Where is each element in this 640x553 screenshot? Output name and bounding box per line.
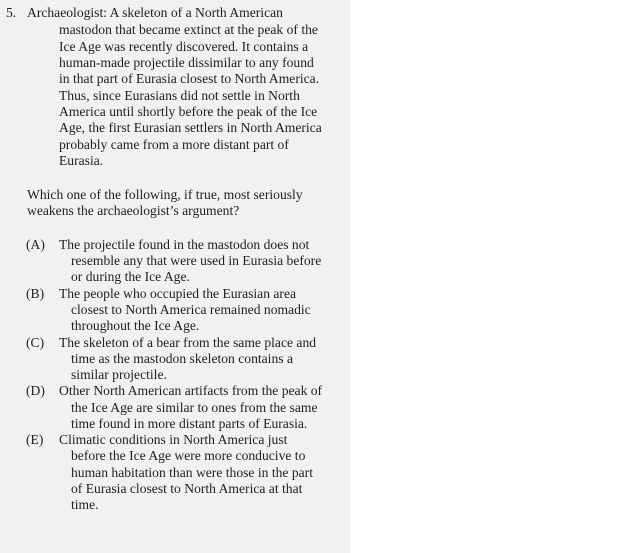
option-a-text: resemble any that were used in Eurasia before — [71, 253, 322, 268]
option-e-text: Climatic conditions in North America just — [59, 432, 288, 447]
option-c-label: (C) — [26, 335, 45, 350]
stem-line: in that part of Eurasia closest to North America. — [59, 71, 320, 86]
stem-line: Eurasia. — [59, 153, 104, 168]
option-c-text: similar projectile. — [71, 367, 167, 382]
stem-line: Age, the first Eurasian settlers in North America — [59, 120, 322, 135]
stem-line: Ice Age was recently discovered. It contains a — [59, 39, 309, 54]
option-b-text: throughout the Ice Age. — [71, 318, 200, 333]
option-e-text: human habitation than were those in the part — [71, 465, 313, 480]
option-a-label: (A) — [26, 237, 45, 252]
option-c-text: time as the mastodon skeleton contains a — [71, 351, 293, 366]
option-a-text: The projectile found in the mastodon does not — [59, 237, 310, 252]
option-a-text: or during the Ice Age. — [71, 269, 190, 284]
question-number: 5. — [6, 5, 17, 20]
stem-line: America until shortly before the peak of the Ice — [59, 104, 318, 119]
option-d-text: time found in more distant parts of Eurasia. — [71, 416, 308, 431]
option-e-text: time. — [71, 497, 99, 512]
option-e-label: (E) — [26, 432, 44, 447]
stem-line: mastodon that became extinct at the peak of the — [59, 22, 318, 37]
stem-line: human-made projectile dissimilar to any found — [59, 55, 314, 70]
question-prompt-line: Which one of the following, if true, most seriously — [27, 187, 303, 202]
stem-line: Thus, since Eurasians did not settle in North — [59, 88, 300, 103]
question-prompt-line: weakens the archaeologist’s argument? — [27, 203, 240, 218]
stem-line: probably came from a more distant part of — [59, 137, 289, 152]
option-b-text: closest to North America remained nomadic — [71, 302, 311, 317]
option-c-text: The skeleton of a bear from the same place and — [59, 335, 317, 350]
option-d-label: (D) — [26, 383, 45, 398]
option-e-text: before the Ice Age were more conducive to — [71, 448, 306, 463]
stem-line: Archaeologist: A skeleton of a North American — [27, 5, 283, 20]
option-b-text: The people who occupied the Eurasian area — [59, 286, 297, 301]
option-b-label: (B) — [26, 286, 45, 301]
option-d-text: the Ice Age are similar to ones from the same — [71, 400, 318, 415]
option-d-text: Other North American artifacts from the peak of — [59, 383, 323, 398]
option-e-text: of Eurasia closest to North America at that — [71, 481, 303, 496]
